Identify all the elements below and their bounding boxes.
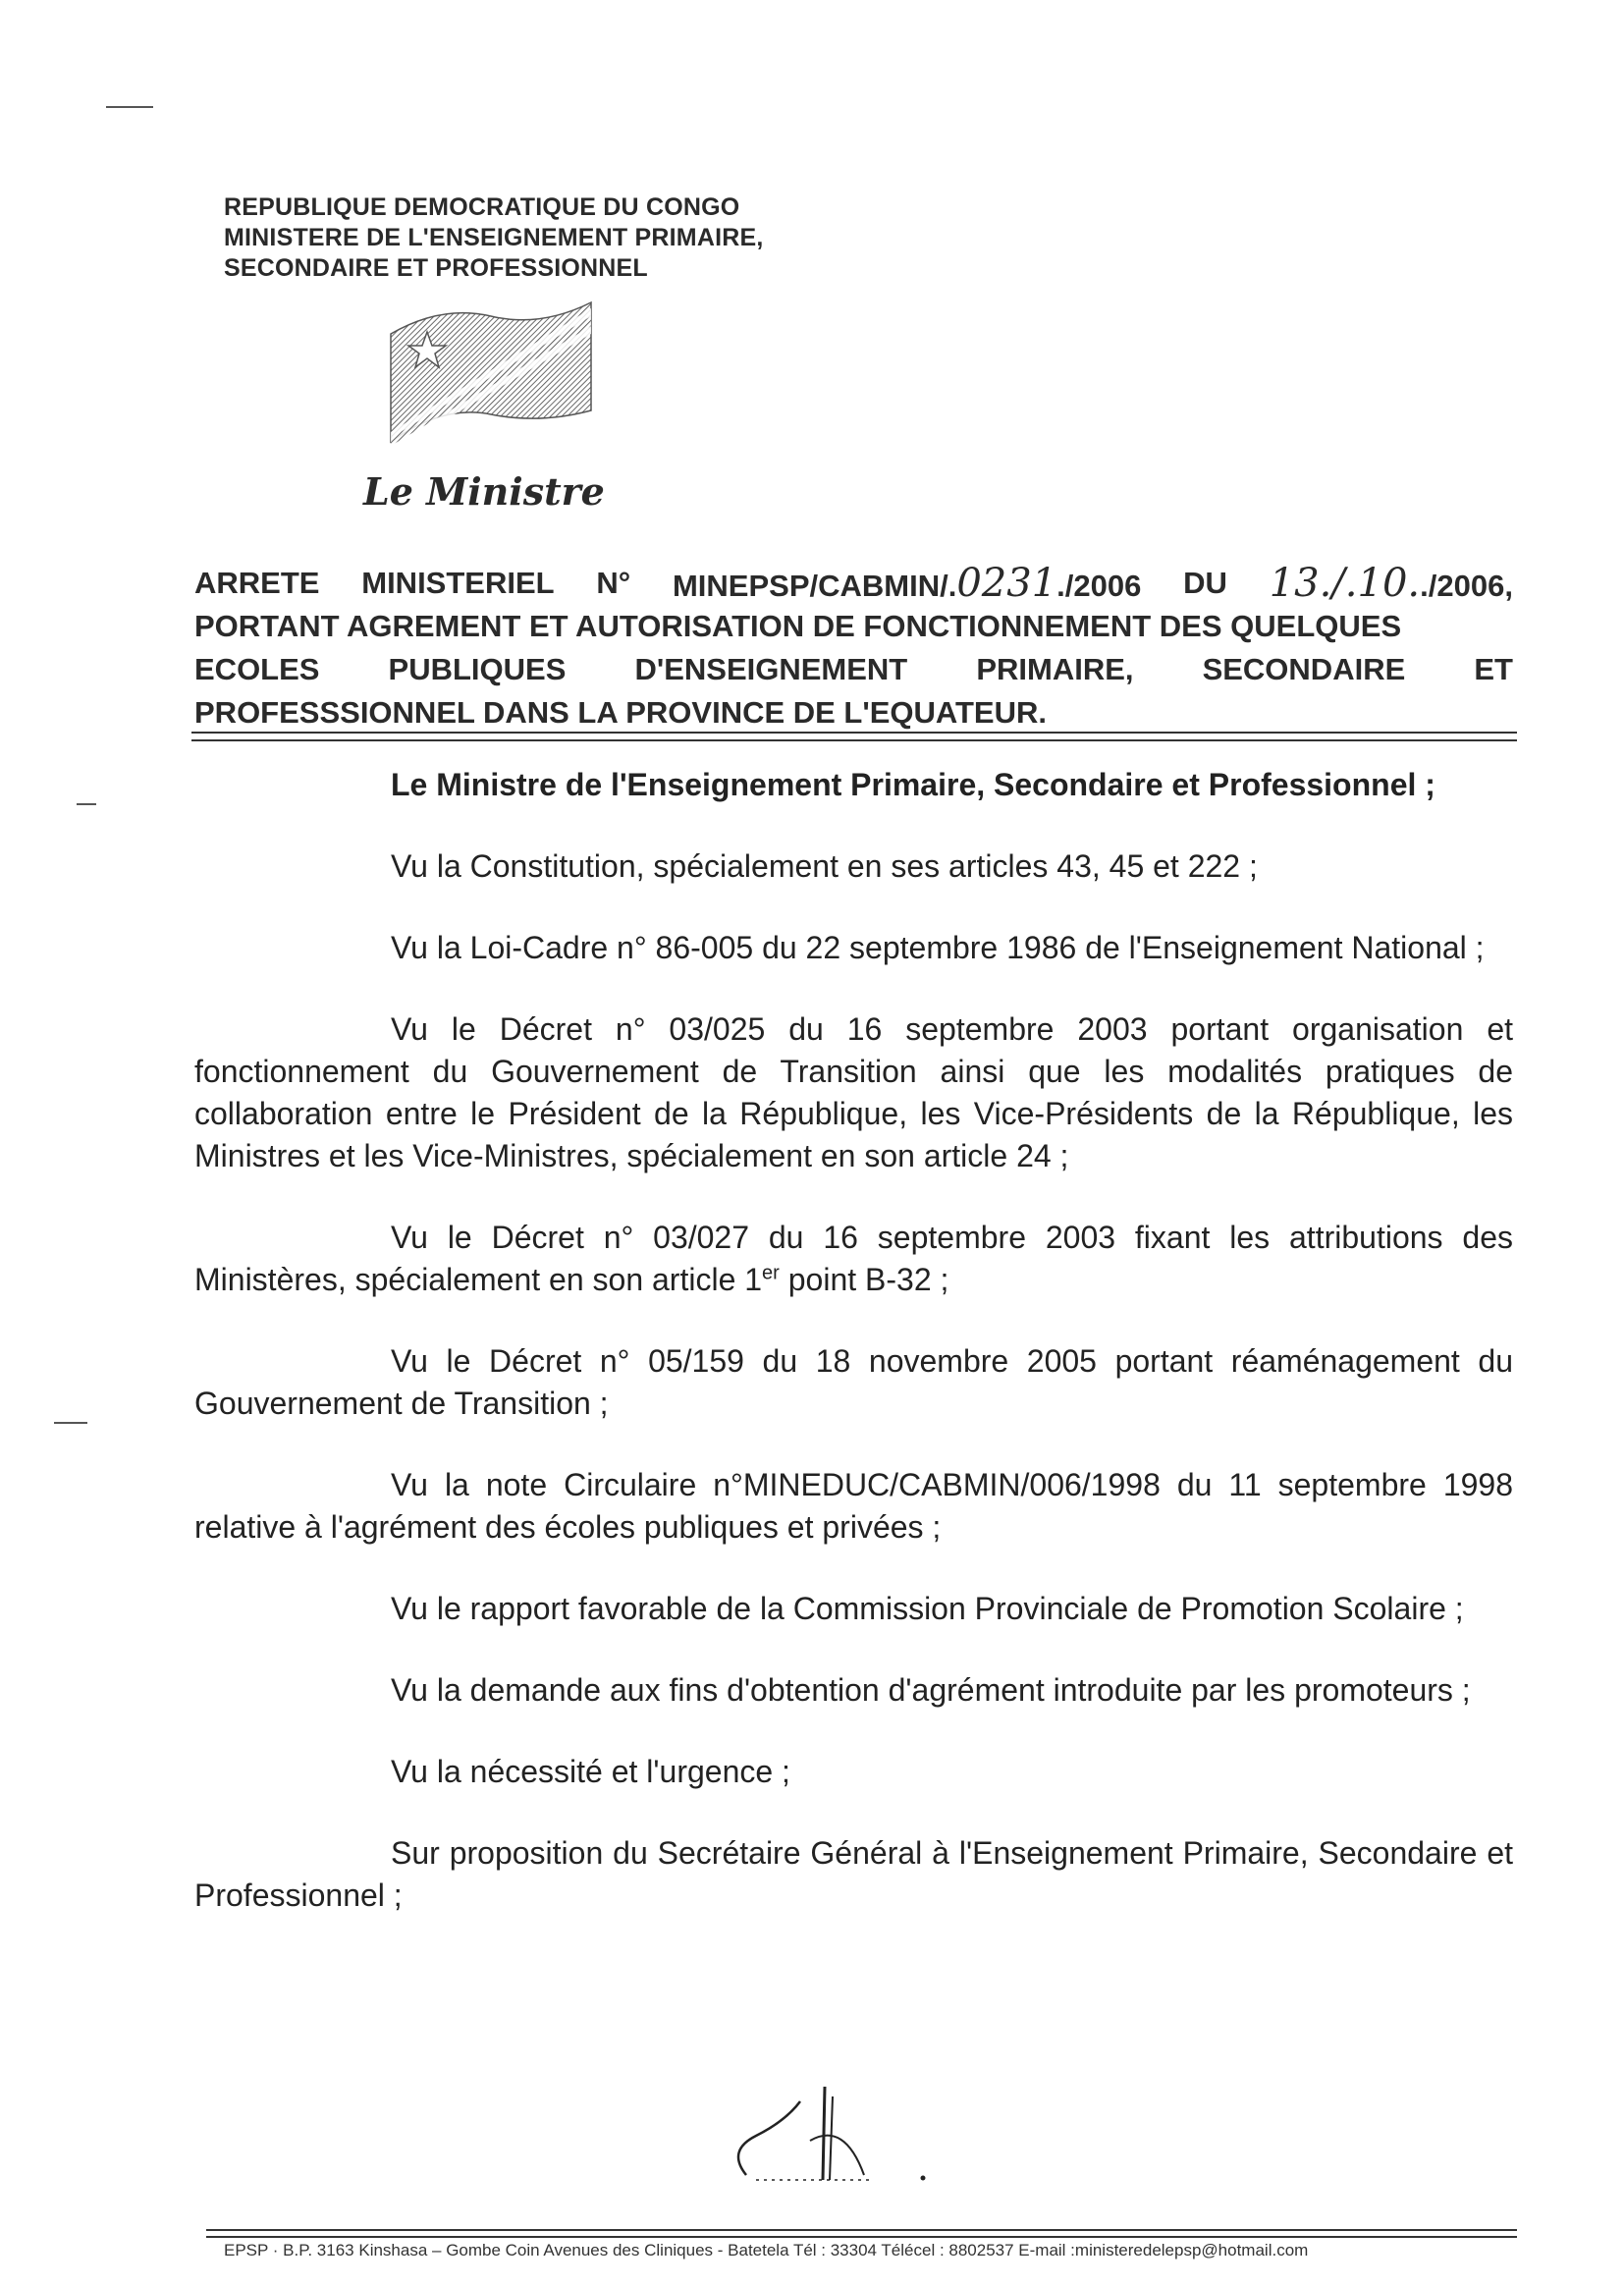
title-text: PROFESSSIONNEL DANS LA PROVINCE DE L'EQUATEUR. xyxy=(194,695,1047,730)
preamble-clause: Vu le Décret n° 03/027 du 16 septembre 2003 fixant les attributions des Ministères, spécialement en son article 1er point B-32 ; xyxy=(194,1220,1513,1297)
preamble-clause: Vu le Décret n° 03/025 du 16 septembre 2003 portant organisation et fonctionnement du Gouvernement de Transition ainsi que les modalités pratiques de collaboration entre le Président de la République, les Vice-Présidents de la République, les Ministres et les Vice-Ministres, spécialement en son article 24 ; xyxy=(194,1011,1513,1173)
preamble-clause: Vu le Décret n° 05/159 du 18 novembre 2005 portant réaménagement du Gouvernement de Transition ; xyxy=(194,1343,1513,1421)
title-word: ARRETE xyxy=(194,566,320,600)
decree-date: 13./.10../2006, xyxy=(1269,561,1513,606)
decree-number: MINEPSP/CABMIN/.0231./2006 xyxy=(672,561,1142,606)
title-word: DU xyxy=(1183,566,1227,600)
minister-heading: Le Ministre xyxy=(363,469,605,514)
title-line xyxy=(194,691,1513,735)
footer-divider xyxy=(206,2229,1517,2238)
title-line xyxy=(194,605,1513,648)
title-word: ET xyxy=(1474,652,1513,686)
country-name: REPUBLIQUE DEMOCRATIQUE DU CONGO xyxy=(224,193,740,221)
footer-address: EPSP · B.P. 3163 Kinshasa – Gombe Coin Avenues des Cliniques - Batetela Tél : 33304 Télécel : 8802537 E-mail :ministeredelepsp@hotmail.com xyxy=(224,2241,1309,2259)
scan-mark xyxy=(106,106,153,108)
title-divider xyxy=(191,732,1517,741)
letterhead xyxy=(224,192,931,284)
handwritten-date: 13./.10. xyxy=(1269,561,1421,606)
title-word: MINISTERIEL xyxy=(361,566,555,600)
title-text: PORTANT AGREMENT ET AUTORISATION DE FONCTIONNEMENT DES QUELQUES xyxy=(194,609,1402,643)
scan-mark xyxy=(54,1422,87,1424)
preamble-clause: Vu la nécessité et l'urgence ; xyxy=(391,1754,790,1789)
title-word: PUBLIQUES xyxy=(388,652,567,686)
ministry-name-line2: SECONDAIRE ET PROFESSIONNEL xyxy=(224,254,648,282)
title-line xyxy=(194,562,1513,605)
decree-body xyxy=(194,764,1513,1956)
preamble-clause: Vu la demande aux fins d'obtention d'agrément introduite par les promoteurs ; xyxy=(391,1672,1471,1708)
title-word: N° xyxy=(596,566,631,600)
signature-mark xyxy=(717,2082,943,2190)
title-word: ECOLES xyxy=(194,652,320,686)
preamble-clause: Vu la Constitution, spécialement en ses articles 43, 45 et 222 ; xyxy=(391,848,1258,884)
decree-title xyxy=(194,562,1513,735)
preamble-clause: Vu le rapport favorable de la Commission Provinciale de Promotion Scolaire ; xyxy=(391,1591,1464,1626)
ministry-name-line1: MINISTERE DE L'ENSEIGNEMENT PRIMAIRE, xyxy=(224,224,764,251)
title-word: SECONDAIRE xyxy=(1202,652,1406,686)
preamble-clause: Sur proposition du Secrétaire Général à l'Enseignement Primaire, Secondaire et Professionnel ; xyxy=(194,1835,1513,1913)
drc-flag-icon xyxy=(383,295,599,452)
preamble-clause: Vu la note Circulaire n°MINEDUC/CABMIN/006/1998 du 11 septembre 1998 relative à l'agrément des écoles publiques et privées ; xyxy=(194,1467,1513,1545)
title-line xyxy=(194,648,1513,691)
title-word: D'ENSEIGNEMENT xyxy=(634,652,908,686)
title-word: PRIMAIRE, xyxy=(976,652,1134,686)
preamble-intro: Le Ministre de l'Enseignement Primaire, Secondaire et Professionnel ; xyxy=(391,767,1435,802)
preamble-clause: Vu la Loi-Cadre n° 86-005 du 22 septembre 1986 de l'Enseignement National ; xyxy=(391,930,1485,965)
scan-mark xyxy=(77,803,96,805)
handwritten-number: 0231 xyxy=(956,561,1057,606)
